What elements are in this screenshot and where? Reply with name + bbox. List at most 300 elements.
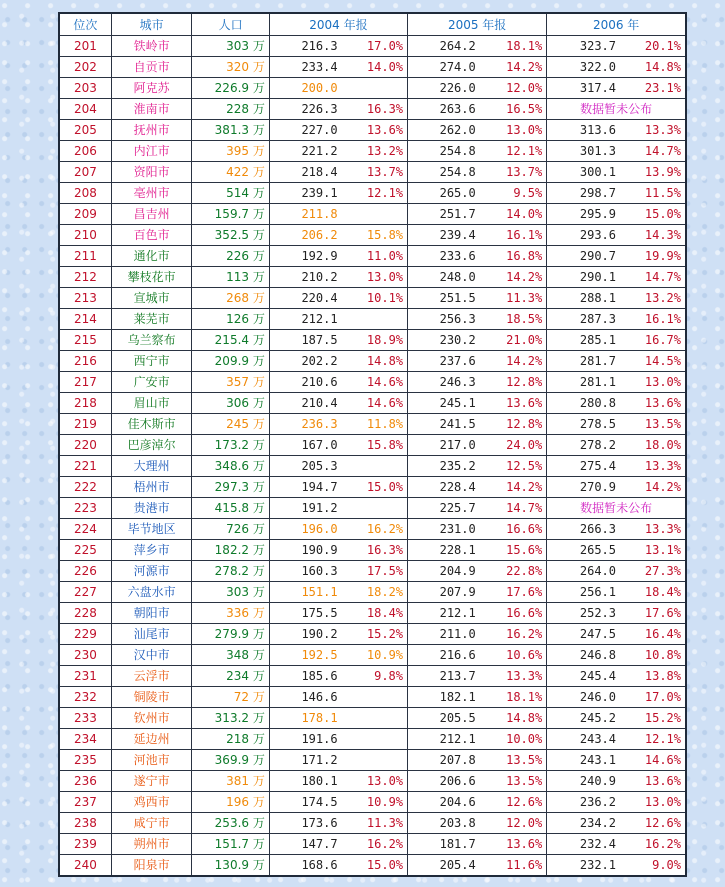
- population-cell: 126 万: [192, 309, 269, 330]
- value-2006-cell: 323.7: [547, 36, 620, 57]
- value-2005-cell: 246.3: [408, 372, 480, 393]
- value-2004-cell: 211.8: [269, 204, 341, 225]
- city-cell: 铁岭市: [111, 36, 192, 57]
- value-2005-cell: 256.3: [408, 309, 480, 330]
- value-2006-cell: 240.9: [547, 771, 620, 792]
- value-2004-cell: 173.6: [269, 813, 341, 834]
- value-2006-cell: 270.9: [547, 477, 620, 498]
- growth-2004-cell: 15.8%: [342, 435, 408, 456]
- city-cell: 阿克苏: [111, 78, 192, 99]
- growth-2004-cell: 14.6%: [342, 393, 408, 414]
- value-2005-cell: 226.0: [408, 78, 480, 99]
- growth-2006-cell: 15.2%: [620, 708, 686, 729]
- city-cell: 铜陵市: [111, 687, 192, 708]
- rank-cell: 212: [59, 267, 111, 288]
- city-cell: 阳泉市: [111, 855, 192, 877]
- growth-2006-cell: 13.5%: [620, 414, 686, 435]
- growth-2004-cell: 18.9%: [342, 330, 408, 351]
- value-2004-cell: 190.2: [269, 624, 341, 645]
- growth-2004-cell: [342, 750, 408, 771]
- growth-2006-cell: 14.3%: [620, 225, 686, 246]
- city-cell: 亳州市: [111, 183, 192, 204]
- city-cell: 遂宁市: [111, 771, 192, 792]
- growth-2005-cell: 12.8%: [480, 414, 547, 435]
- city-cell: 资阳市: [111, 162, 192, 183]
- growth-2005-cell: 13.5%: [480, 771, 547, 792]
- growth-2005-cell: 13.6%: [480, 834, 547, 855]
- growth-2005-cell: 18.5%: [480, 309, 547, 330]
- city-cell: 广安市: [111, 372, 192, 393]
- value-2005-cell: 204.6: [408, 792, 480, 813]
- rank-cell: 229: [59, 624, 111, 645]
- population-cell: 297.3 万: [192, 477, 269, 498]
- growth-2005-cell: 16.5%: [480, 99, 547, 120]
- rank-cell: 207: [59, 162, 111, 183]
- value-2004-cell: 236.3: [269, 414, 341, 435]
- growth-2005-cell: 13.3%: [480, 666, 547, 687]
- population-cell: 514 万: [192, 183, 269, 204]
- value-2006-cell: 301.3: [547, 141, 620, 162]
- city-cell: 通化市: [111, 246, 192, 267]
- value-2006-cell: 280.8: [547, 393, 620, 414]
- rank-cell: 231: [59, 666, 111, 687]
- value-2005-cell: 181.7: [408, 834, 480, 855]
- table-row: [59, 183, 686, 204]
- value-2006-cell: 285.1: [547, 330, 620, 351]
- rank-cell: 204: [59, 99, 111, 120]
- value-2005-cell: 205.4: [408, 855, 480, 877]
- population-cell: 306 万: [192, 393, 269, 414]
- growth-2004-cell: [342, 498, 408, 519]
- table-row: [59, 78, 686, 99]
- value-2006-cell: 290.7: [547, 246, 620, 267]
- growth-2006-cell: 19.9%: [620, 246, 686, 267]
- growth-2006-cell: 14.2%: [620, 477, 686, 498]
- growth-2006-cell: 17.0%: [620, 687, 686, 708]
- growth-2004-cell: 11.3%: [342, 813, 408, 834]
- population-cell: 348 万: [192, 645, 269, 666]
- growth-2006-cell: 20.1%: [620, 36, 686, 57]
- value-2006-cell: 243.4: [547, 729, 620, 750]
- growth-2004-cell: 12.1%: [342, 183, 408, 204]
- population-cell: 215.4 万: [192, 330, 269, 351]
- value-2005-cell: 254.8: [408, 141, 480, 162]
- population-cell: 313.2 万: [192, 708, 269, 729]
- growth-2006-cell: 18.4%: [620, 582, 686, 603]
- growth-2006-cell: 15.0%: [620, 204, 686, 225]
- city-cell: 佳木斯市: [111, 414, 192, 435]
- population-cell: 348.6 万: [192, 456, 269, 477]
- city-cell: 攀枝花市: [111, 267, 192, 288]
- rank-cell: 232: [59, 687, 111, 708]
- growth-2005-cell: 13.0%: [480, 120, 547, 141]
- value-2004-cell: 146.6: [269, 687, 341, 708]
- value-2004-cell: 185.6: [269, 666, 341, 687]
- growth-2005-cell: 10.6%: [480, 645, 547, 666]
- growth-2004-cell: [342, 78, 408, 99]
- header-city: 城市: [111, 13, 192, 36]
- value-2006-cell: 288.1: [547, 288, 620, 309]
- value-2004-cell: 190.9: [269, 540, 341, 561]
- value-2006-cell: 290.1: [547, 267, 620, 288]
- growth-2006-cell: 13.6%: [620, 393, 686, 414]
- city-ranking-table: [58, 12, 687, 877]
- city-cell: 毕节地区: [111, 519, 192, 540]
- population-cell: 279.9 万: [192, 624, 269, 645]
- growth-2004-cell: [342, 456, 408, 477]
- value-2006-cell: 232.1: [547, 855, 620, 877]
- value-2005-cell: 235.2: [408, 456, 480, 477]
- growth-2005-cell: 24.0%: [480, 435, 547, 456]
- rank-cell: 215: [59, 330, 111, 351]
- value-2004-cell: 210.4: [269, 393, 341, 414]
- population-cell: 253.6 万: [192, 813, 269, 834]
- rank-cell: 203: [59, 78, 111, 99]
- value-2004-cell: 227.0: [269, 120, 341, 141]
- table-row: [59, 729, 686, 750]
- growth-2005-cell: 12.0%: [480, 813, 547, 834]
- header-2005: 2005 年报: [408, 13, 547, 36]
- value-2004-cell: 187.5: [269, 330, 341, 351]
- value-2006-cell: 246.8: [547, 645, 620, 666]
- growth-2005-cell: 16.1%: [480, 225, 547, 246]
- growth-2005-cell: 12.6%: [480, 792, 547, 813]
- value-2004-cell: 178.1: [269, 708, 341, 729]
- growth-2006-cell: 13.9%: [620, 162, 686, 183]
- growth-2006-cell: 12.1%: [620, 729, 686, 750]
- value-2005-cell: 204.9: [408, 561, 480, 582]
- growth-2005-cell: 14.7%: [480, 498, 547, 519]
- table-row: [59, 267, 686, 288]
- growth-2004-cell: 14.8%: [342, 351, 408, 372]
- city-cell: 钦州市: [111, 708, 192, 729]
- growth-2005-cell: 10.0%: [480, 729, 547, 750]
- city-cell: 自贡市: [111, 57, 192, 78]
- growth-2004-cell: 17.0%: [342, 36, 408, 57]
- rank-cell: 220: [59, 435, 111, 456]
- city-cell: 百色市: [111, 225, 192, 246]
- city-cell: 咸宁市: [111, 813, 192, 834]
- population-cell: 151.7 万: [192, 834, 269, 855]
- growth-2006-cell: 13.0%: [620, 372, 686, 393]
- value-2004-cell: 175.5: [269, 603, 341, 624]
- growth-2005-cell: 22.8%: [480, 561, 547, 582]
- table-row: [59, 477, 686, 498]
- city-cell: 朝阳市: [111, 603, 192, 624]
- city-cell: 昌吉州: [111, 204, 192, 225]
- growth-2005-cell: 14.2%: [480, 351, 547, 372]
- value-2004-cell: 205.3: [269, 456, 341, 477]
- table-row: [59, 792, 686, 813]
- table-row: [59, 288, 686, 309]
- growth-2004-cell: 16.3%: [342, 99, 408, 120]
- population-cell: 336 万: [192, 603, 269, 624]
- population-cell: 182.2 万: [192, 540, 269, 561]
- growth-2006-cell: 13.8%: [620, 666, 686, 687]
- growth-2004-cell: 18.4%: [342, 603, 408, 624]
- value-2005-cell: 212.1: [408, 603, 480, 624]
- value-2006-cell: 313.6: [547, 120, 620, 141]
- table-row: [59, 120, 686, 141]
- city-cell: 内江市: [111, 141, 192, 162]
- city-cell: 贵港市: [111, 498, 192, 519]
- growth-2006-cell: 27.3%: [620, 561, 686, 582]
- city-cell: 大理州: [111, 456, 192, 477]
- population-cell: 226.9 万: [192, 78, 269, 99]
- value-2005-cell: 248.0: [408, 267, 480, 288]
- table-body: [59, 36, 686, 877]
- growth-2004-cell: 17.5%: [342, 561, 408, 582]
- value-2005-cell: 228.1: [408, 540, 480, 561]
- growth-2006-cell: 10.8%: [620, 645, 686, 666]
- value-2006-cell: 243.1: [547, 750, 620, 771]
- growth-2005-cell: 18.1%: [480, 36, 547, 57]
- city-cell: 西宁市: [111, 351, 192, 372]
- growth-2005-cell: 14.8%: [480, 708, 547, 729]
- growth-2005-cell: 21.0%: [480, 330, 547, 351]
- rank-cell: 210: [59, 225, 111, 246]
- table-row: [59, 351, 686, 372]
- population-cell: 352.5 万: [192, 225, 269, 246]
- value-2004-cell: 218.4: [269, 162, 341, 183]
- value-2005-cell: 207.8: [408, 750, 480, 771]
- growth-2004-cell: 15.0%: [342, 855, 408, 877]
- growth-2005-cell: 13.5%: [480, 750, 547, 771]
- rank-cell: 234: [59, 729, 111, 750]
- growth-2006-cell: 16.2%: [620, 834, 686, 855]
- value-2005-cell: 237.6: [408, 351, 480, 372]
- value-2004-cell: 226.3: [269, 99, 341, 120]
- population-cell: 726 万: [192, 519, 269, 540]
- value-2006-cell: 245.2: [547, 708, 620, 729]
- rank-cell: 213: [59, 288, 111, 309]
- table-row: [59, 687, 686, 708]
- growth-2006-cell: 13.1%: [620, 540, 686, 561]
- rank-cell: 219: [59, 414, 111, 435]
- population-cell: 381 万: [192, 771, 269, 792]
- value-2006-cell: 281.1: [547, 372, 620, 393]
- rank-cell: 235: [59, 750, 111, 771]
- growth-2005-cell: 16.6%: [480, 519, 547, 540]
- city-cell: 河源市: [111, 561, 192, 582]
- table-row: [59, 330, 686, 351]
- population-cell: 196 万: [192, 792, 269, 813]
- value-2006-cell: 322.0: [547, 57, 620, 78]
- value-2006-cell: 281.7: [547, 351, 620, 372]
- growth-2006-cell: 14.7%: [620, 267, 686, 288]
- growth-2004-cell: 16.2%: [342, 519, 408, 540]
- growth-2006-cell: 16.7%: [620, 330, 686, 351]
- table-row: [59, 645, 686, 666]
- rank-cell: 236: [59, 771, 111, 792]
- growth-2005-cell: 16.6%: [480, 603, 547, 624]
- growth-2004-cell: 10.9%: [342, 645, 408, 666]
- value-2006-cell: 266.3: [547, 519, 620, 540]
- table-row: [59, 540, 686, 561]
- population-cell: 228 万: [192, 99, 269, 120]
- rank-cell: 208: [59, 183, 111, 204]
- growth-2006-cell: 12.6%: [620, 813, 686, 834]
- value-2006-cell: 300.1: [547, 162, 620, 183]
- rank-cell: 237: [59, 792, 111, 813]
- table-row: [59, 393, 686, 414]
- value-2005-cell: 213.7: [408, 666, 480, 687]
- rank-cell: 202: [59, 57, 111, 78]
- value-2004-cell: 160.3: [269, 561, 341, 582]
- value-2006-cell: 246.0: [547, 687, 620, 708]
- population-cell: 218 万: [192, 729, 269, 750]
- table-row: [59, 582, 686, 603]
- growth-2005-cell: 9.5%: [480, 183, 547, 204]
- growth-2005-cell: 16.2%: [480, 624, 547, 645]
- growth-2005-cell: 14.2%: [480, 57, 547, 78]
- city-cell: 梧州市: [111, 477, 192, 498]
- growth-2005-cell: 13.7%: [480, 162, 547, 183]
- city-cell: 抚州市: [111, 120, 192, 141]
- value-2005-cell: 239.4: [408, 225, 480, 246]
- value-2004-cell: 210.2: [269, 267, 341, 288]
- population-cell: 209.9 万: [192, 351, 269, 372]
- value-2004-cell: 202.2: [269, 351, 341, 372]
- growth-2004-cell: 10.9%: [342, 792, 408, 813]
- value-2005-cell: 264.2: [408, 36, 480, 57]
- table-row: [59, 771, 686, 792]
- rank-cell: 209: [59, 204, 111, 225]
- value-2006-cell: 264.0: [547, 561, 620, 582]
- table-row: [59, 246, 686, 267]
- value-2004-cell: 151.1: [269, 582, 341, 603]
- population-cell: 303 万: [192, 582, 269, 603]
- population-cell: 173.2 万: [192, 435, 269, 456]
- growth-2005-cell: 13.6%: [480, 393, 547, 414]
- table-row: [59, 519, 686, 540]
- table-row: [59, 666, 686, 687]
- value-2005-cell: 225.7: [408, 498, 480, 519]
- data-not-published-cell: 数据暂未公布: [547, 99, 686, 120]
- population-cell: 278.2 万: [192, 561, 269, 582]
- table-row: [59, 498, 686, 519]
- value-2005-cell: 211.0: [408, 624, 480, 645]
- value-2004-cell: 174.5: [269, 792, 341, 813]
- growth-2004-cell: 10.1%: [342, 288, 408, 309]
- value-2005-cell: 274.0: [408, 57, 480, 78]
- growth-2005-cell: 14.2%: [480, 477, 547, 498]
- rank-cell: 201: [59, 36, 111, 57]
- table-row: [59, 624, 686, 645]
- city-cell: 汕尾市: [111, 624, 192, 645]
- table-row: [59, 141, 686, 162]
- growth-2004-cell: [342, 729, 408, 750]
- value-2004-cell: 180.1: [269, 771, 341, 792]
- rank-cell: 221: [59, 456, 111, 477]
- city-cell: 乌兰察布: [111, 330, 192, 351]
- rank-cell: 205: [59, 120, 111, 141]
- value-2004-cell: 221.2: [269, 141, 341, 162]
- growth-2005-cell: 11.6%: [480, 855, 547, 877]
- growth-2006-cell: 17.6%: [620, 603, 686, 624]
- growth-2006-cell: 23.1%: [620, 78, 686, 99]
- growth-2005-cell: 11.3%: [480, 288, 547, 309]
- value-2005-cell: 207.9: [408, 582, 480, 603]
- value-2004-cell: 167.0: [269, 435, 341, 456]
- table-row: [59, 435, 686, 456]
- table-header-row: [59, 13, 686, 36]
- table-row: [59, 36, 686, 57]
- value-2006-cell: 278.5: [547, 414, 620, 435]
- value-2005-cell: 206.6: [408, 771, 480, 792]
- growth-2006-cell: 13.3%: [620, 456, 686, 477]
- growth-2006-cell: 13.0%: [620, 792, 686, 813]
- growth-2005-cell: 12.0%: [480, 78, 547, 99]
- growth-2004-cell: 16.2%: [342, 834, 408, 855]
- rank-cell: 206: [59, 141, 111, 162]
- population-cell: 422 万: [192, 162, 269, 183]
- growth-2006-cell: 13.2%: [620, 288, 686, 309]
- population-cell: 245 万: [192, 414, 269, 435]
- growth-2006-cell: 14.7%: [620, 141, 686, 162]
- value-2005-cell: 233.6: [408, 246, 480, 267]
- header-2006: 2006 年: [547, 13, 686, 36]
- value-2005-cell: 205.5: [408, 708, 480, 729]
- population-cell: 303 万: [192, 36, 269, 57]
- value-2004-cell: 233.4: [269, 57, 341, 78]
- value-2005-cell: 203.8: [408, 813, 480, 834]
- rank-cell: 240: [59, 855, 111, 877]
- population-cell: 395 万: [192, 141, 269, 162]
- growth-2006-cell: 16.4%: [620, 624, 686, 645]
- city-cell: 淮南市: [111, 99, 192, 120]
- rank-cell: 211: [59, 246, 111, 267]
- value-2005-cell: 265.0: [408, 183, 480, 204]
- growth-2004-cell: 13.0%: [342, 771, 408, 792]
- city-cell: 延边州: [111, 729, 192, 750]
- value-2004-cell: 171.2: [269, 750, 341, 771]
- table-row: [59, 414, 686, 435]
- value-2004-cell: 212.1: [269, 309, 341, 330]
- growth-2004-cell: [342, 708, 408, 729]
- city-cell: 云浮市: [111, 666, 192, 687]
- value-2005-cell: 251.7: [408, 204, 480, 225]
- population-cell: 72 万: [192, 687, 269, 708]
- city-cell: 汉中市: [111, 645, 192, 666]
- growth-2004-cell: 14.0%: [342, 57, 408, 78]
- growth-2004-cell: 15.8%: [342, 225, 408, 246]
- growth-2005-cell: 12.8%: [480, 372, 547, 393]
- population-cell: 381.3 万: [192, 120, 269, 141]
- value-2005-cell: 245.1: [408, 393, 480, 414]
- table-row: [59, 99, 686, 120]
- population-cell: 320 万: [192, 57, 269, 78]
- population-cell: 234 万: [192, 666, 269, 687]
- growth-2004-cell: 15.0%: [342, 477, 408, 498]
- value-2006-cell: 234.2: [547, 813, 620, 834]
- growth-2004-cell: 16.3%: [342, 540, 408, 561]
- value-2004-cell: 192.9: [269, 246, 341, 267]
- value-2005-cell: 230.2: [408, 330, 480, 351]
- value-2005-cell: 241.5: [408, 414, 480, 435]
- value-2005-cell: 254.8: [408, 162, 480, 183]
- value-2006-cell: 252.3: [547, 603, 620, 624]
- population-cell: 268 万: [192, 288, 269, 309]
- value-2006-cell: 317.4: [547, 78, 620, 99]
- rank-cell: 222: [59, 477, 111, 498]
- table-row: [59, 309, 686, 330]
- value-2006-cell: 247.5: [547, 624, 620, 645]
- value-2006-cell: 293.6: [547, 225, 620, 246]
- rank-cell: 217: [59, 372, 111, 393]
- rank-cell: 216: [59, 351, 111, 372]
- growth-2005-cell: 15.6%: [480, 540, 547, 561]
